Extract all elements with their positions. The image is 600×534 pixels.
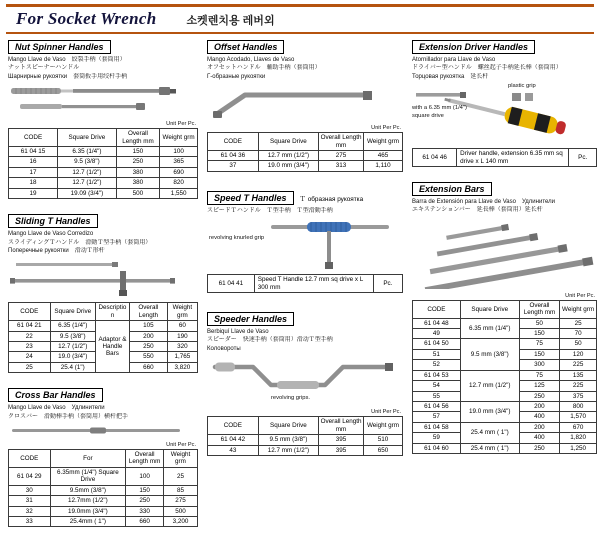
- table-cell: 33: [9, 516, 51, 526]
- table-row: [208, 151, 403, 161]
- nut-spinner-table: [8, 128, 198, 199]
- table-cell: 43: [208, 445, 259, 455]
- subtitle-ru: Ｔ образная рукоятка: [299, 196, 364, 204]
- table-cell: 9.5 (3/8"): [58, 157, 117, 167]
- table-body: [208, 275, 403, 293]
- square-drive-note-line2: square drive: [412, 113, 444, 120]
- table-cell: 395: [319, 435, 364, 445]
- unit-label: Unit Per Pc.: [371, 409, 401, 416]
- subtitle-jp: スライディングＴハンドル 滑動Ｔ型手柄（套筒用）: [8, 239, 152, 246]
- column-header: CODE: [208, 417, 259, 435]
- column-header: Overall Length mm: [320, 418, 362, 433]
- cross-bar-table: [8, 449, 198, 527]
- table-cell: 61 04 58: [413, 422, 461, 432]
- table-cell: 105: [129, 321, 167, 331]
- nut-spinner-product-image: [8, 83, 198, 117]
- table-cell: 17: [9, 167, 58, 177]
- table-row: [208, 435, 403, 445]
- revolving-grips-label: revolving grips.: [271, 395, 310, 402]
- section-nut-spinner-handles: [8, 40, 198, 199]
- table-cell: 660: [129, 362, 167, 372]
- table-cell: 70: [560, 329, 597, 339]
- subtitle-es: Atornillador para Llave de Vaso: [412, 57, 496, 63]
- table-cell: 61 04 29: [9, 467, 51, 485]
- table-cell: 18: [9, 178, 58, 188]
- speeder-product-image: [207, 355, 403, 405]
- speeder-table: [207, 416, 403, 456]
- table-cell: 550: [129, 352, 167, 362]
- table-cell: 320: [167, 341, 197, 351]
- table-cell: 61 04 15: [9, 147, 58, 157]
- table-cell: 50: [560, 339, 597, 349]
- column-header: CODE: [9, 450, 51, 468]
- section-title: Speeder Handles: [214, 314, 288, 325]
- column-header: Weight grm: [160, 129, 198, 147]
- table-cell: 510: [363, 435, 402, 445]
- speed-t-table: [207, 274, 403, 293]
- section-title: Offset Handles: [214, 42, 278, 52]
- table-header-row: [208, 133, 403, 151]
- subtitle-jp: エキステンションバー 延長棒（套筒用）延长杆: [412, 207, 543, 214]
- subtitle-jp: ナットスピーナーハンドル: [8, 65, 80, 72]
- unit-label: Unit Per Pc.: [166, 442, 196, 449]
- table-cell: 49: [413, 329, 461, 339]
- header-rule: [6, 32, 594, 34]
- table-cell: 61 04 42: [208, 435, 259, 445]
- column-header: Square Drive: [258, 417, 318, 435]
- subtitle-jp: オフセットハンドル 輔助手柄（套筒用）: [207, 65, 321, 72]
- table-header-row: [9, 303, 198, 321]
- table-row: [9, 485, 198, 495]
- table-cell: 12.7 mm (1/2"): [460, 370, 519, 401]
- table-row: [208, 445, 403, 455]
- table-body: [413, 318, 597, 453]
- subtitle-jp: クロスバー 滑動棒手柄（套筒用）横杆把手: [8, 413, 129, 420]
- section-offset-handles: [207, 40, 403, 172]
- table-cell: 61 04 53: [413, 370, 461, 380]
- sliding-t-table: [8, 302, 198, 373]
- table-cell: 135: [560, 370, 597, 380]
- sliding-t-illustration: [8, 257, 198, 299]
- subtitle-es: Mango Llave de Vaso 絞裂手柄（套筒用）: [8, 57, 126, 63]
- table-cell: 23: [9, 341, 51, 351]
- subtitle-es: Mango Acodado, Llaves de Vaso: [207, 57, 295, 63]
- table-cell: 19.0 (3/4"): [50, 352, 95, 362]
- table-cell: 500: [116, 188, 159, 198]
- subtitle-es: Berbiquí Llave de Vaso: [207, 329, 269, 336]
- table-cell: 275: [163, 496, 197, 506]
- table-cell: 1,570: [560, 412, 597, 422]
- table-body: [208, 151, 403, 172]
- table-cell: 75: [519, 370, 559, 380]
- column-header: Weight grm: [167, 303, 197, 321]
- ext-driver-table: [412, 148, 597, 167]
- section-title: Cross Bar Handles: [15, 390, 96, 401]
- column-header: CODE: [208, 133, 259, 151]
- table-cell: 250: [519, 443, 559, 453]
- table-cell: 1,550: [160, 188, 198, 198]
- section-extension-bars: [412, 182, 597, 454]
- speed-t-illustration: [207, 217, 403, 271]
- table-cell: 300: [519, 360, 559, 370]
- table-cell: 190: [167, 331, 197, 341]
- table-cell: 19.0 mm (3/4"): [460, 402, 519, 423]
- subtitle-ru: Коловороты: [207, 345, 241, 352]
- table-row: [413, 339, 597, 349]
- table-cell: 3,200: [163, 516, 197, 526]
- table-cell: 25.4 mm ( 1"): [460, 443, 519, 453]
- speed-t-product-image: [207, 217, 403, 271]
- left-column: [8, 40, 198, 534]
- table-header-row: [9, 129, 198, 147]
- table-cell: 25: [560, 318, 597, 328]
- table-cell: 12.7 mm (1/2"): [258, 445, 318, 455]
- table-cell: 75: [519, 339, 559, 349]
- subtitle-ru: Торцовая рукоятка 延长杆: [412, 73, 489, 80]
- table-cell: 24: [9, 352, 51, 362]
- table-row: [9, 157, 198, 167]
- section-sliding-t-handles: [8, 214, 198, 373]
- unit-label: Unit Per Pc.: [371, 125, 401, 132]
- subtitle-ru: Поперечные рукоятки 滑动Ｔ形杆: [8, 247, 105, 254]
- offset-handle-illustration: [207, 83, 399, 121]
- column-header: Overall Length mm: [320, 134, 362, 149]
- table-body: [9, 467, 198, 527]
- table-cell: 365: [160, 157, 198, 167]
- offset-handle-product-image: [207, 83, 403, 121]
- table-cell: Adaptor & Handle Bars: [95, 321, 129, 373]
- offset-table: [207, 132, 403, 172]
- table-cell: 400: [519, 433, 559, 443]
- square-drive-note-line1: with a 6.35 mm (1/4"): [412, 105, 467, 112]
- table-cell: 37: [208, 161, 259, 171]
- table-cell: 1,820: [560, 433, 597, 443]
- table-cell: 25: [9, 362, 51, 372]
- table-cell: 400: [519, 412, 559, 422]
- table-cell: 200: [519, 422, 559, 432]
- table-cell: 3,820: [167, 362, 197, 372]
- section-title: Extension Driver Handles: [419, 42, 529, 52]
- content-columns: [0, 40, 600, 534]
- table-row: [9, 167, 198, 177]
- table-header-row: [413, 300, 597, 318]
- table-cell: Speed T Handle 12.7 mm sq drive x L 300 mm: [254, 275, 373, 293]
- table-cell: 61 04 46: [413, 149, 457, 167]
- table-cell: 59: [413, 433, 461, 443]
- table-cell: 200: [129, 331, 167, 341]
- section-title: Speed T Handles: [214, 192, 287, 203]
- column-header: Overall Length mm: [116, 129, 159, 147]
- table-cell: 22: [9, 331, 51, 341]
- table-cell: 25.4 mm ( 1"): [460, 422, 519, 443]
- subtitle-es: Mango Llave de Vaso Удлинители: [8, 405, 105, 412]
- table-row: [413, 318, 597, 328]
- table-header-row: [9, 450, 198, 468]
- column-header: Description: [95, 303, 129, 321]
- table-cell: 9.5 mm (3/8"): [258, 435, 318, 445]
- table-cell: 60: [167, 321, 197, 331]
- table-cell: 19: [9, 188, 58, 198]
- table-cell: 30: [9, 485, 51, 495]
- ext-driver-product-image: [412, 83, 597, 145]
- section-header-speed-t: [207, 191, 294, 205]
- column-header: Square Drive: [460, 300, 519, 318]
- table-cell: 6.35 mm (1/4"): [460, 318, 519, 339]
- table-cell: 57: [413, 412, 461, 422]
- table-cell: 16: [9, 157, 58, 167]
- table-row: [9, 188, 198, 198]
- section-title: Sliding T Handles: [15, 216, 91, 227]
- table-cell: 54: [413, 381, 461, 391]
- column-header: Square Drive: [258, 133, 318, 151]
- table-cell: 100: [126, 467, 164, 485]
- table-body: [208, 435, 403, 456]
- table-row: [413, 422, 597, 432]
- table-cell: 150: [519, 329, 559, 339]
- table-body: [413, 149, 597, 167]
- table-row: [9, 516, 198, 526]
- subtitle-es: Mango Llave de Vaso Corredizo: [8, 231, 94, 238]
- section-header-nut-spinner: [8, 40, 111, 54]
- ext-bars-product-image: [412, 217, 597, 289]
- table-cell: 12.7mm (1/2"): [50, 496, 126, 506]
- column-header: CODE: [9, 303, 51, 321]
- nut-spinner-illustration: [8, 83, 194, 117]
- table-cell: 465: [363, 151, 402, 161]
- section-extension-driver-handles: [412, 40, 597, 167]
- table-row: [413, 402, 597, 412]
- column-header: Square Drive: [50, 303, 95, 321]
- section-header-ext-driver: [412, 40, 535, 54]
- plastic-grip-label: plastic grip: [508, 83, 536, 90]
- table-cell: 51: [413, 349, 461, 359]
- table-cell: 500: [163, 506, 197, 516]
- table-cell: 650: [363, 445, 402, 455]
- table-cell: 150: [116, 147, 159, 157]
- table-row: [9, 147, 198, 157]
- table-cell: Driver handle, extension 6.35 mm sq drive x L 140 mm: [457, 149, 569, 167]
- page-title: For Socket Wrench: [16, 9, 157, 28]
- subtitle-ru: Шарнирные рукоятки 套筒扳手用绞杆手柄: [8, 73, 128, 80]
- table-row: [413, 443, 597, 453]
- speed-t-header-row: [207, 191, 403, 207]
- table-cell: 225: [560, 360, 597, 370]
- table-cell: 12.7 (1/2"): [58, 178, 117, 188]
- table-cell: 380: [116, 167, 159, 177]
- catalog-page: [0, 4, 600, 534]
- column-header: Weight grm: [363, 133, 402, 151]
- table-cell: Pc.: [569, 149, 597, 167]
- revolving-knurled-grip-label: revolving knurled grip: [209, 235, 265, 242]
- column-header: Weight grm: [560, 300, 597, 318]
- table-row: [9, 496, 198, 506]
- page-header: [0, 7, 600, 32]
- table-cell: 150: [126, 485, 164, 495]
- table-cell: 52: [413, 360, 461, 370]
- table-cell: 9.5 (3/8"): [50, 331, 95, 341]
- section-header-speeder: [207, 312, 294, 326]
- section-cross-bar-handles: [8, 388, 198, 527]
- ext-bars-table: [412, 300, 597, 454]
- column-header: Weight grm: [163, 450, 197, 468]
- table-row: [413, 149, 597, 167]
- section-header-ext-bars: [412, 182, 492, 196]
- table-cell: 250: [126, 496, 164, 506]
- subtitle-ru: Г-образные рукоятки: [207, 73, 266, 80]
- table-cell: 330: [126, 506, 164, 516]
- table-cell: 250: [116, 157, 159, 167]
- cross-bar-illustration: [8, 423, 198, 438]
- table-row: [208, 161, 403, 171]
- column-header: Overall Length mm: [519, 300, 559, 318]
- table-cell: 250: [519, 391, 559, 401]
- table-cell: 690: [160, 167, 198, 177]
- table-row: [9, 321, 198, 331]
- table-cell: 61 04 48: [413, 318, 461, 328]
- unit-label: Unit Per Pc.: [166, 121, 196, 128]
- section-header-offset: [207, 40, 284, 54]
- table-cell: 55: [413, 391, 461, 401]
- table-row: [9, 506, 198, 516]
- subtitle-jp: スピーダー 快速手柄（套筒用）滑动Ｔ型手柄: [207, 337, 333, 344]
- table-cell: 200: [519, 402, 559, 412]
- subtitle-jp: スピードＴハンドル Ｔ型手柄 Ｔ型滑動手柄: [207, 207, 333, 214]
- table-cell: 61 04 21: [9, 321, 51, 331]
- table-cell: 313: [319, 161, 364, 171]
- section-header-sliding-t: [8, 214, 98, 228]
- right-column: [412, 40, 597, 534]
- table-cell: 61 04 60: [413, 443, 461, 453]
- table-cell: 25: [163, 467, 197, 485]
- subtitle-es: Barra de Extensión para Llave de Vaso Удлинители: [412, 199, 555, 206]
- table-cell: 61 04 41: [208, 275, 255, 293]
- table-cell: 9.5 mm (3/8"): [460, 339, 519, 370]
- table-cell: 820: [160, 178, 198, 188]
- table-cell: 120: [560, 349, 597, 359]
- table-cell: 375: [560, 391, 597, 401]
- section-speed-t-handles: [207, 191, 403, 293]
- unit-label: Unit Per Pc.: [565, 292, 595, 299]
- table-cell: 61 04 56: [413, 402, 461, 412]
- section-title: Nut Spinner Handles: [15, 42, 104, 52]
- table-cell: 6.35mm (1/4") Square Drive: [50, 467, 126, 485]
- section-title: Extension Bars: [419, 184, 485, 195]
- table-cell: 275: [319, 151, 364, 161]
- table-row: [208, 275, 403, 293]
- table-cell: Pc.: [373, 275, 402, 293]
- table-cell: 12.7 (1/2"): [58, 167, 117, 177]
- column-header: For: [50, 450, 126, 468]
- column-header: CODE: [413, 300, 461, 318]
- table-cell: 1,110: [363, 161, 402, 171]
- table-row: [9, 467, 198, 485]
- page-title-korean: 소켓렌치용 레버외: [186, 15, 275, 27]
- column-header: Overall Length mm: [126, 450, 164, 468]
- table-cell: 61 04 36: [208, 151, 259, 161]
- table-cell: 32: [9, 506, 51, 516]
- cross-bar-product-image: [8, 423, 198, 438]
- table-cell: 25.4mm ( 1"): [50, 516, 126, 526]
- table-row: [413, 370, 597, 380]
- table-cell: 250: [129, 341, 167, 351]
- sliding-t-product-image: [8, 257, 198, 299]
- subtitle-jp: ドライバー型ハンドル 螺丝起子手柄延长棒（套筒用）: [412, 65, 562, 72]
- middle-column: [207, 40, 403, 534]
- column-header: CODE: [9, 129, 58, 147]
- column-header: Weight grm: [363, 417, 402, 435]
- table-cell: 85: [163, 485, 197, 495]
- section-header-cross-bar: [8, 388, 103, 402]
- table-cell: 670: [560, 422, 597, 432]
- table-cell: 125: [519, 381, 559, 391]
- table-cell: 19.0mm (3/4"): [50, 506, 126, 516]
- column-header: Square Drive: [58, 129, 117, 147]
- table-cell: 25.4 (1"): [50, 362, 95, 372]
- table-cell: 395: [319, 445, 364, 455]
- table-body: [9, 147, 198, 199]
- table-cell: 150: [519, 349, 559, 359]
- table-cell: 12.7 mm (1/2"): [258, 151, 318, 161]
- table-cell: 1,765: [167, 352, 197, 362]
- column-header: Overall Length: [129, 303, 167, 321]
- table-cell: 6.35 (1/4"): [50, 321, 95, 331]
- table-cell: 380: [116, 178, 159, 188]
- table-cell: 50: [519, 318, 559, 328]
- table-cell: 19.0 mm (3/4"): [258, 161, 318, 171]
- table-body: [9, 321, 198, 373]
- ext-bars-illustration: [412, 217, 597, 289]
- table-cell: 1,250: [560, 443, 597, 453]
- table-header-row: [208, 417, 403, 435]
- table-cell: 31: [9, 496, 51, 506]
- table-cell: 660: [126, 516, 164, 526]
- table-cell: 6.35 (1/4"): [58, 147, 117, 157]
- table-cell: 61 04 50: [413, 339, 461, 349]
- table-cell: 800: [560, 402, 597, 412]
- table-cell: 19.09 (3/4"): [58, 188, 117, 198]
- section-speeder-handles: [207, 312, 403, 456]
- table-row: [9, 178, 198, 188]
- table-cell: 100: [160, 147, 198, 157]
- table-cell: 12.7 (1/2"): [50, 341, 95, 351]
- table-cell: 225: [560, 381, 597, 391]
- table-cell: 9.5mm (3/8"): [50, 485, 126, 495]
